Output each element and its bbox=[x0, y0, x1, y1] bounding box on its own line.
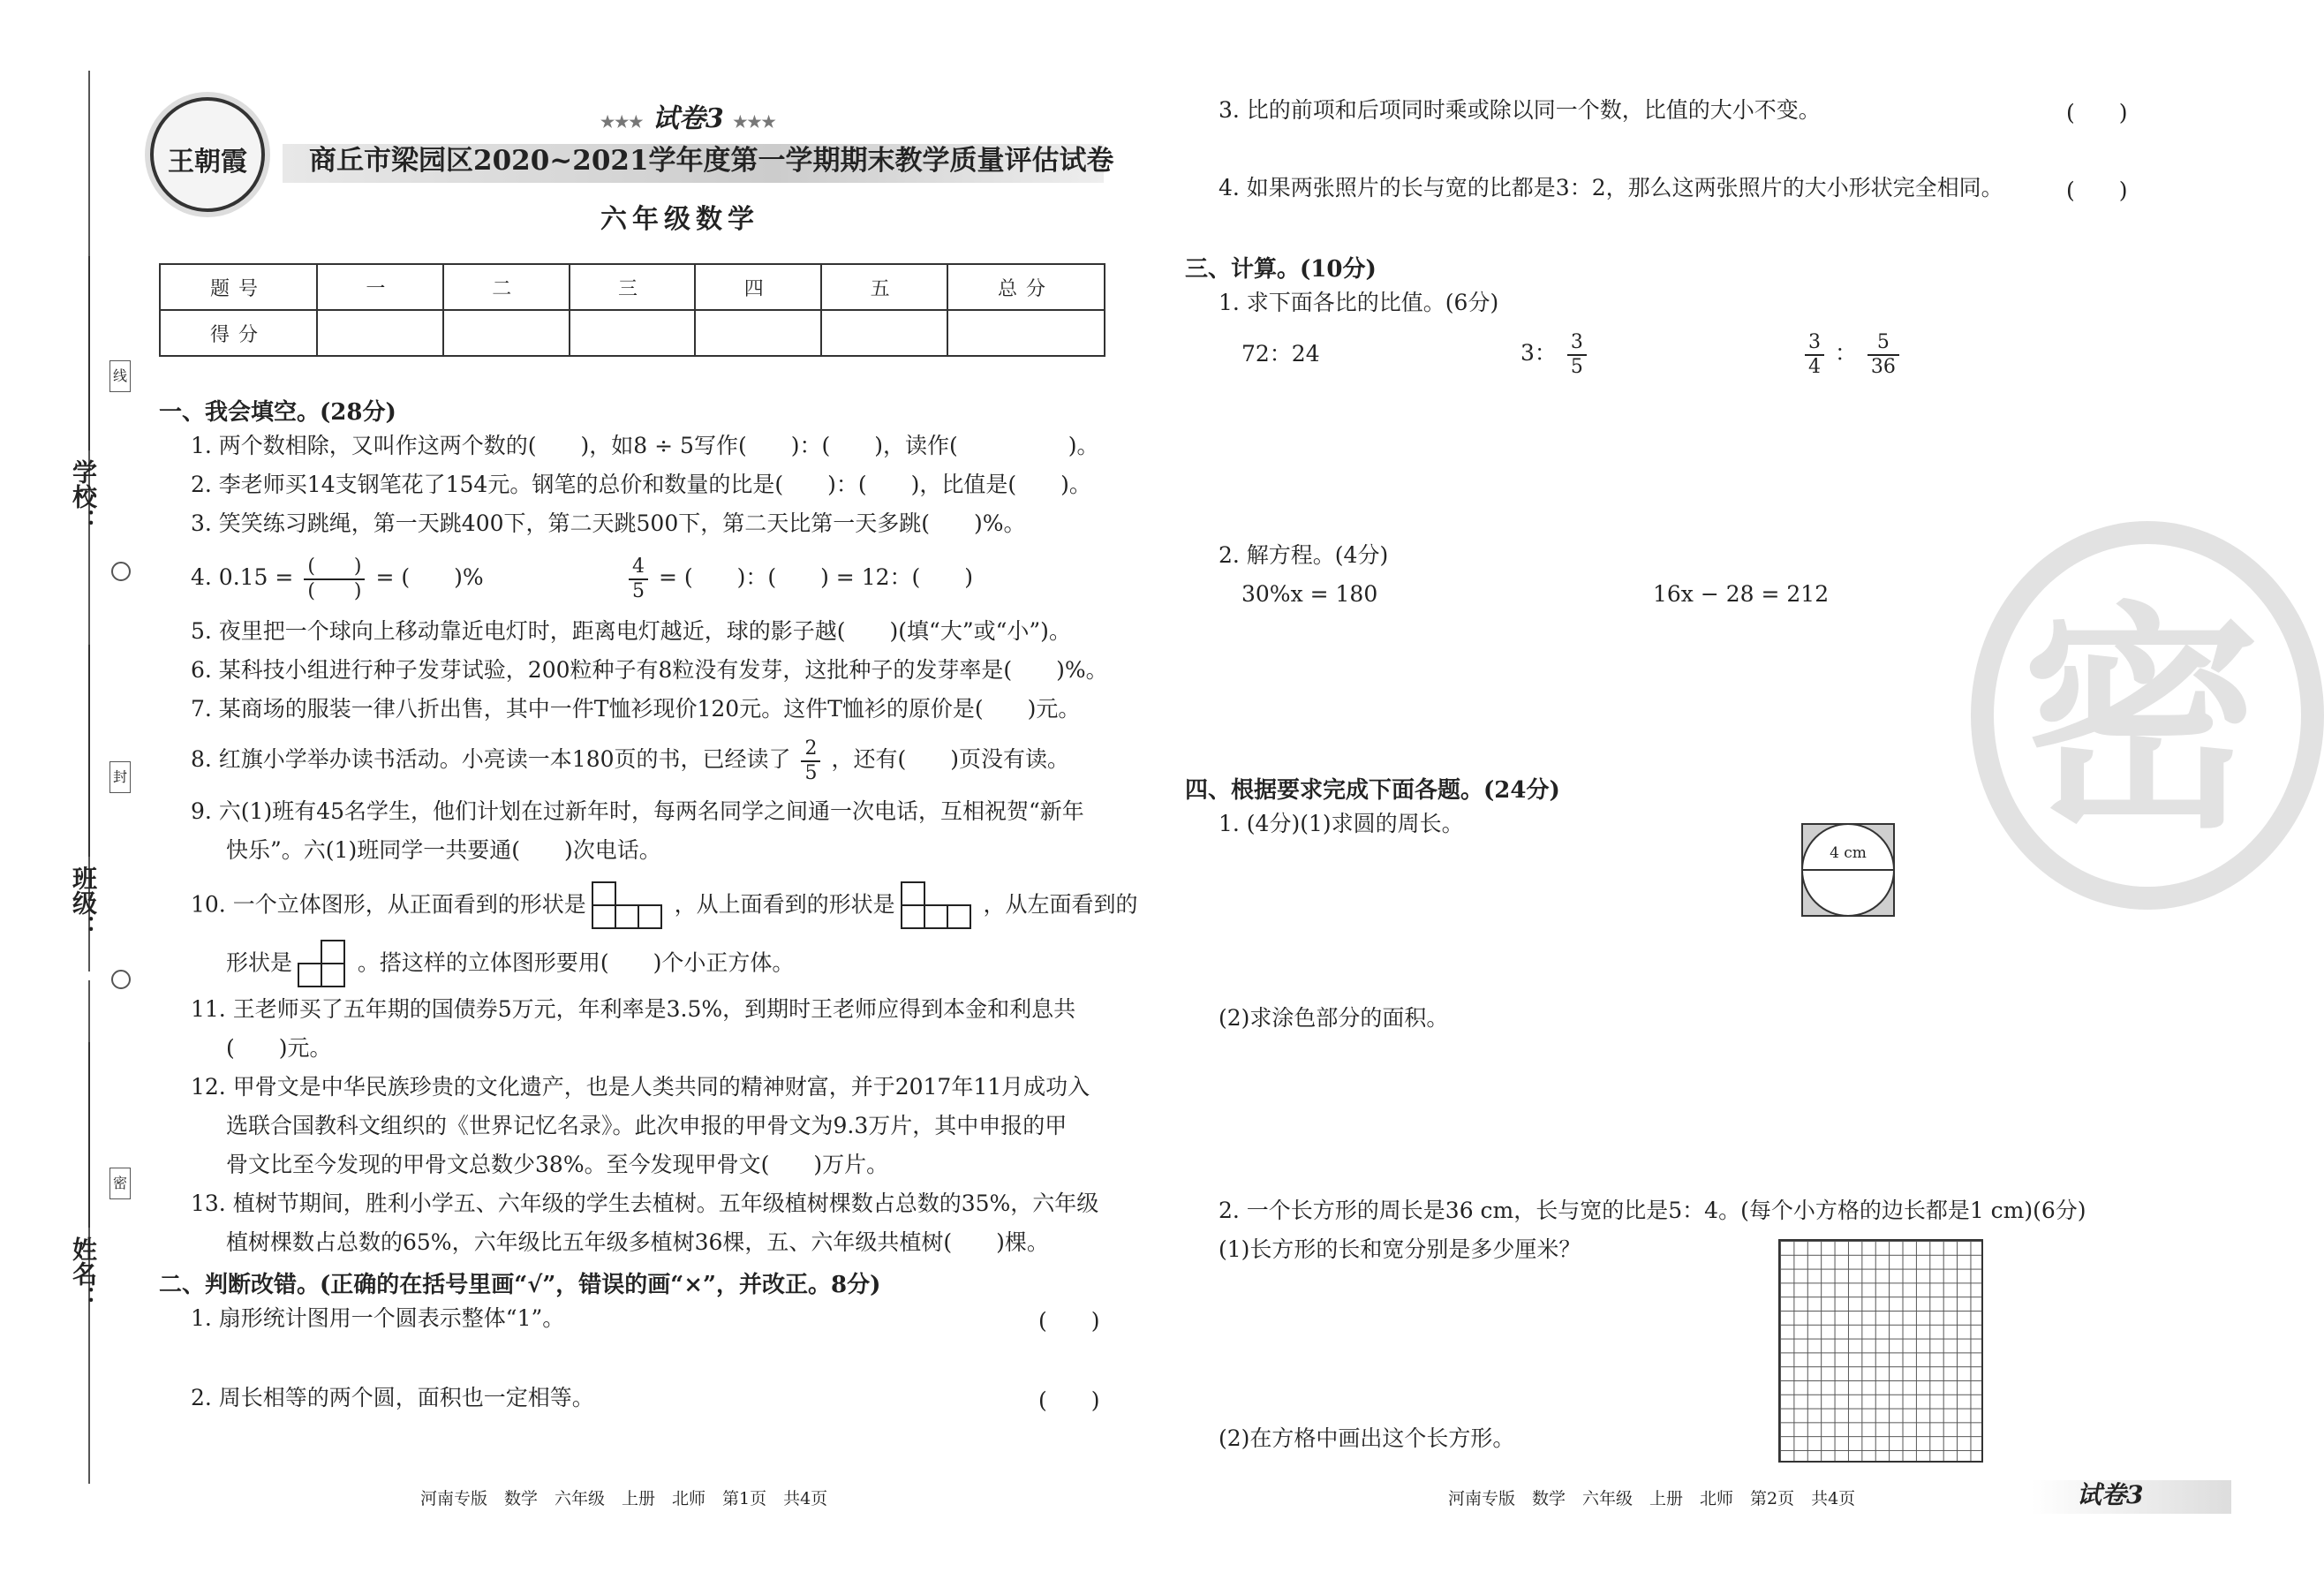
r3-n1: 3 bbox=[1805, 331, 1824, 356]
s1-q6: 6. 某科技小组进行种子发芽试验，200粒种子有8粒没有发芽，这批种子的发芽率是( )%。 bbox=[191, 657, 1108, 683]
score-input-1[interactable] bbox=[317, 310, 443, 356]
s1-q9-line1: 9. 六(1)班有45名学生，他们计划在过新年时，每两名同学之间通一次电话，互相祝贺“新年 bbox=[191, 798, 1084, 824]
footer-tag: 试卷3 bbox=[2077, 1480, 2144, 1509]
s3-ratio-1: 72：24 bbox=[1241, 341, 1320, 367]
score-table bbox=[159, 263, 1105, 357]
s3-r3-frac1 bbox=[1805, 331, 1824, 379]
r3-d1: 4 bbox=[1808, 355, 1821, 378]
s3-r3-colon: ： bbox=[1834, 340, 1857, 366]
s3-eq2: 16x − 28 = 212 bbox=[1653, 581, 1830, 607]
name-field[interactable] bbox=[88, 1042, 90, 1228]
class-label: 班级： bbox=[69, 866, 98, 940]
drawing-grid[interactable] bbox=[1778, 1239, 1983, 1463]
score-cell-5: 五 bbox=[821, 264, 947, 310]
s1-q10-e: 。搭这样的立体图形要用( )个小正方体。 bbox=[357, 949, 795, 976]
s3-sub2: 2. 解方程。(4分) bbox=[1219, 542, 1389, 568]
s3-ratio-3 bbox=[1801, 327, 1903, 380]
s1-q4-a: 4. 0.15 = bbox=[191, 564, 294, 590]
binding-dot-1 bbox=[111, 562, 131, 581]
s2-q4: 4. 如果两张照片的长与宽的比都是3：2，那么这两张照片的大小形状完全相同。 bbox=[1219, 175, 2003, 200]
s4-q2a: (1)长方形的长和宽分别是多少厘米？ bbox=[1219, 1236, 1581, 1262]
s1-q5: 5. 夜里把一个球向上移动靠近电灯时，距离电灯越近，球的影子越( )(填“大”或“小”)。 bbox=[191, 618, 1071, 644]
s1-q8-fraction bbox=[801, 737, 820, 785]
section1-title: 一、我会填空。(28分) bbox=[159, 399, 396, 426]
frac-den: 5 bbox=[632, 579, 645, 602]
s2-q4-answer[interactable]: ( ) bbox=[2066, 178, 2128, 203]
section2-title: 二、判断改错。(正确的在括号里画“√”，错误的画“×”，并改正。8分) bbox=[159, 1272, 881, 1298]
score-cell-1: 一 bbox=[317, 264, 443, 310]
score-input-5[interactable] bbox=[821, 310, 947, 356]
circle-diameter-label: 4 cm bbox=[1830, 844, 1867, 862]
score-cell-label: 题号 bbox=[160, 264, 317, 310]
s1-q10-c: ，从左面看到的 bbox=[983, 891, 1138, 918]
subject-title: 六年级数学 bbox=[600, 204, 759, 235]
stars-right: ★★★ bbox=[733, 113, 776, 132]
score-cell-total: 总分 bbox=[947, 264, 1105, 310]
s4-q1b: (2)求涂色部分的面积。 bbox=[1219, 1005, 1449, 1031]
score-cell-2: 二 bbox=[443, 264, 570, 310]
s3-r3-frac2 bbox=[1868, 331, 1899, 379]
s3-sub1: 1. 求下面各比的比值。(6分) bbox=[1219, 290, 1499, 315]
footer-right: 河南专版 数学 六年级 上册 北师 第2页 共4页 bbox=[1448, 1489, 1856, 1508]
s1-q12-line3: 骨文比至今发现的甲骨文总数少38%。至今发现甲骨文( )万片。 bbox=[226, 1152, 889, 1177]
s2-q3: 3. 比的前项和后项同时乘或除以同一个数，比值的大小不变。 bbox=[1219, 97, 1821, 123]
s1-q12-line2: 选联合国教科文组织的《世界记忆名录》。此次申报的甲骨文为9.3万片，其中申报的甲 bbox=[226, 1113, 1068, 1138]
s1-q10-line1 bbox=[191, 881, 1138, 931]
s1-q1: 1. 两个数相除，又叫作这两个数的( )，如8 ÷ 5写作( )：( )，读作( )。 bbox=[191, 433, 1099, 458]
binding-mark-seal: 封 bbox=[109, 761, 131, 793]
school-field[interactable] bbox=[88, 256, 90, 450]
s1-q10-b: ，从上面看到的形状是 bbox=[674, 891, 895, 918]
s1-q4-fraction bbox=[629, 556, 648, 603]
footer-left: 河南专版 数学 六年级 上册 北师 第1页 共4页 bbox=[420, 1489, 828, 1508]
s1-q8 bbox=[191, 733, 1069, 786]
s3-eq1: 30%x = 180 bbox=[1241, 581, 1378, 607]
left-view-shape bbox=[299, 940, 351, 989]
s4-q1a: 1. (4分)(1)求圆的周长。 bbox=[1219, 811, 1464, 836]
circle-in-square-figure bbox=[1801, 823, 1895, 917]
s1-q4 bbox=[191, 551, 484, 604]
logo-seal bbox=[150, 97, 265, 212]
s1-q7: 7. 某商场的服装一律八折出售，其中一件T恤衫现价120元。这件T恤衫的原价是( )元。 bbox=[191, 696, 1081, 722]
paper-tag-text: 试卷3 bbox=[652, 103, 724, 134]
exam-title: 商丘市梁园区2020~2021学年度第一学期期末教学质量评估试卷 bbox=[309, 145, 1114, 177]
frac-blank-num: ( ) bbox=[304, 556, 365, 580]
s1-q8-b: ，还有( )页没有读。 bbox=[831, 746, 1069, 772]
name-label: 姓名： bbox=[69, 1236, 98, 1311]
s1-q12-line1: 12. 甲骨文是中华民族珍贵的文化遗产，也是人类共同的精神财富，并于2017年11月成功入 bbox=[191, 1074, 1090, 1100]
s2-q1-answer[interactable]: ( ) bbox=[1038, 1308, 1100, 1334]
binding-mark-close: 密 bbox=[109, 1168, 131, 1199]
circle-diameter-line bbox=[1803, 869, 1893, 871]
s1-q4-b: = ( )% bbox=[375, 564, 484, 590]
score-cell-3: 三 bbox=[570, 264, 696, 310]
s1-q4-fraction-blank[interactable] bbox=[304, 556, 365, 603]
score-input-3[interactable] bbox=[570, 310, 696, 356]
q8-num: 2 bbox=[801, 737, 820, 762]
s1-q2: 2. 李老师买14支钢笔花了154元。钢笔的总价和数量的比是( )：( )，比值是( )。 bbox=[191, 472, 1091, 497]
score-input-4[interactable] bbox=[695, 310, 821, 356]
r2-den: 5 bbox=[1570, 355, 1583, 378]
q8-den: 5 bbox=[804, 761, 818, 784]
s1-q13-line1: 13. 植树节期间，胜利小学五、六年级的学生去植树。五年级植树棵数占总数的35%，六年级 bbox=[191, 1191, 1099, 1216]
stars-left: ★★★ bbox=[600, 113, 644, 132]
frac-blank-den: ( ) bbox=[307, 579, 362, 602]
s3-r2-fraction bbox=[1567, 331, 1587, 379]
s1-q3: 3. 笑笑练习跳绳，第一天跳400下，第二天跳500下，第二天比第一天多跳( )%。 bbox=[191, 510, 1026, 536]
frac-num: 4 bbox=[629, 556, 648, 580]
front-view-shape bbox=[593, 881, 668, 931]
paper-tag bbox=[600, 104, 776, 138]
section3-title: 三、计算。(10分) bbox=[1185, 256, 1377, 283]
s1-q10-a: 10. 一个立体图形，从正面看到的形状是 bbox=[191, 891, 586, 918]
s4-q2: 2. 一个长方形的周长是36 cm，长与宽的比是5：4。(每个小方格的边长都是1 cm)(6分) bbox=[1219, 1198, 2086, 1223]
score-input-total[interactable] bbox=[947, 310, 1105, 356]
s3-r2-a: 3： bbox=[1520, 340, 1557, 366]
logo-text: 王朝霞 bbox=[168, 147, 247, 178]
school-label: 学校： bbox=[69, 459, 98, 533]
s1-q10-d: 形状是 bbox=[226, 949, 293, 976]
s4-q2b: (2)在方格中画出这个长方形。 bbox=[1219, 1425, 1515, 1451]
score-row-label: 得分 bbox=[160, 310, 317, 356]
section4-title: 四、根据要求完成下面各题。(24分) bbox=[1185, 777, 1560, 804]
s1-q9-line2: 快乐”。六(1)班同学一共要通( )次电话。 bbox=[226, 837, 661, 863]
score-table-score-row bbox=[160, 310, 1105, 356]
score-cell-4: 四 bbox=[695, 264, 821, 310]
s3-ratio-2 bbox=[1520, 327, 1590, 380]
s1-q4-right bbox=[625, 551, 973, 604]
r3-n2: 5 bbox=[1868, 331, 1899, 356]
s1-q4-c: = ( )：( ) = 12：( ) bbox=[658, 564, 974, 590]
r3-d2: 36 bbox=[1870, 355, 1896, 378]
binding-dot-2 bbox=[111, 970, 131, 989]
r2-num: 3 bbox=[1567, 331, 1587, 356]
class-field[interactable] bbox=[88, 645, 90, 857]
s1-q11-line2: ( )元。 bbox=[226, 1035, 332, 1061]
score-input-2[interactable] bbox=[443, 310, 570, 356]
score-table-header-row bbox=[160, 264, 1105, 310]
s2-q2: 2. 周长相等的两个圆，面积也一定相等。 bbox=[191, 1385, 594, 1410]
binding-mark-line: 线 bbox=[109, 360, 131, 392]
s1-q13-line2: 植树棵数占总数的65%，六年级比五年级多植树36棵，五、六年级共植树( )棵。 bbox=[226, 1229, 1049, 1255]
s2-q3-answer[interactable]: ( ) bbox=[2066, 100, 2128, 125]
s1-q10-line2 bbox=[226, 940, 794, 989]
confidential-watermark-text: 密 bbox=[2022, 579, 2260, 860]
s2-q1: 1. 扇形统计图用一个圆表示整体“1”。 bbox=[191, 1305, 565, 1331]
s1-q8-a: 8. 红旗小学举办读书活动。小亮读一本180页的书，已经读了 bbox=[191, 746, 791, 772]
s2-q2-answer[interactable]: ( ) bbox=[1038, 1387, 1100, 1413]
top-view-shape bbox=[902, 881, 977, 931]
s1-q11-line1: 11. 王老师买了五年期的国债券5万元，年利率是3.5%，到期时王老师应得到本金和利息共 bbox=[191, 996, 1076, 1022]
